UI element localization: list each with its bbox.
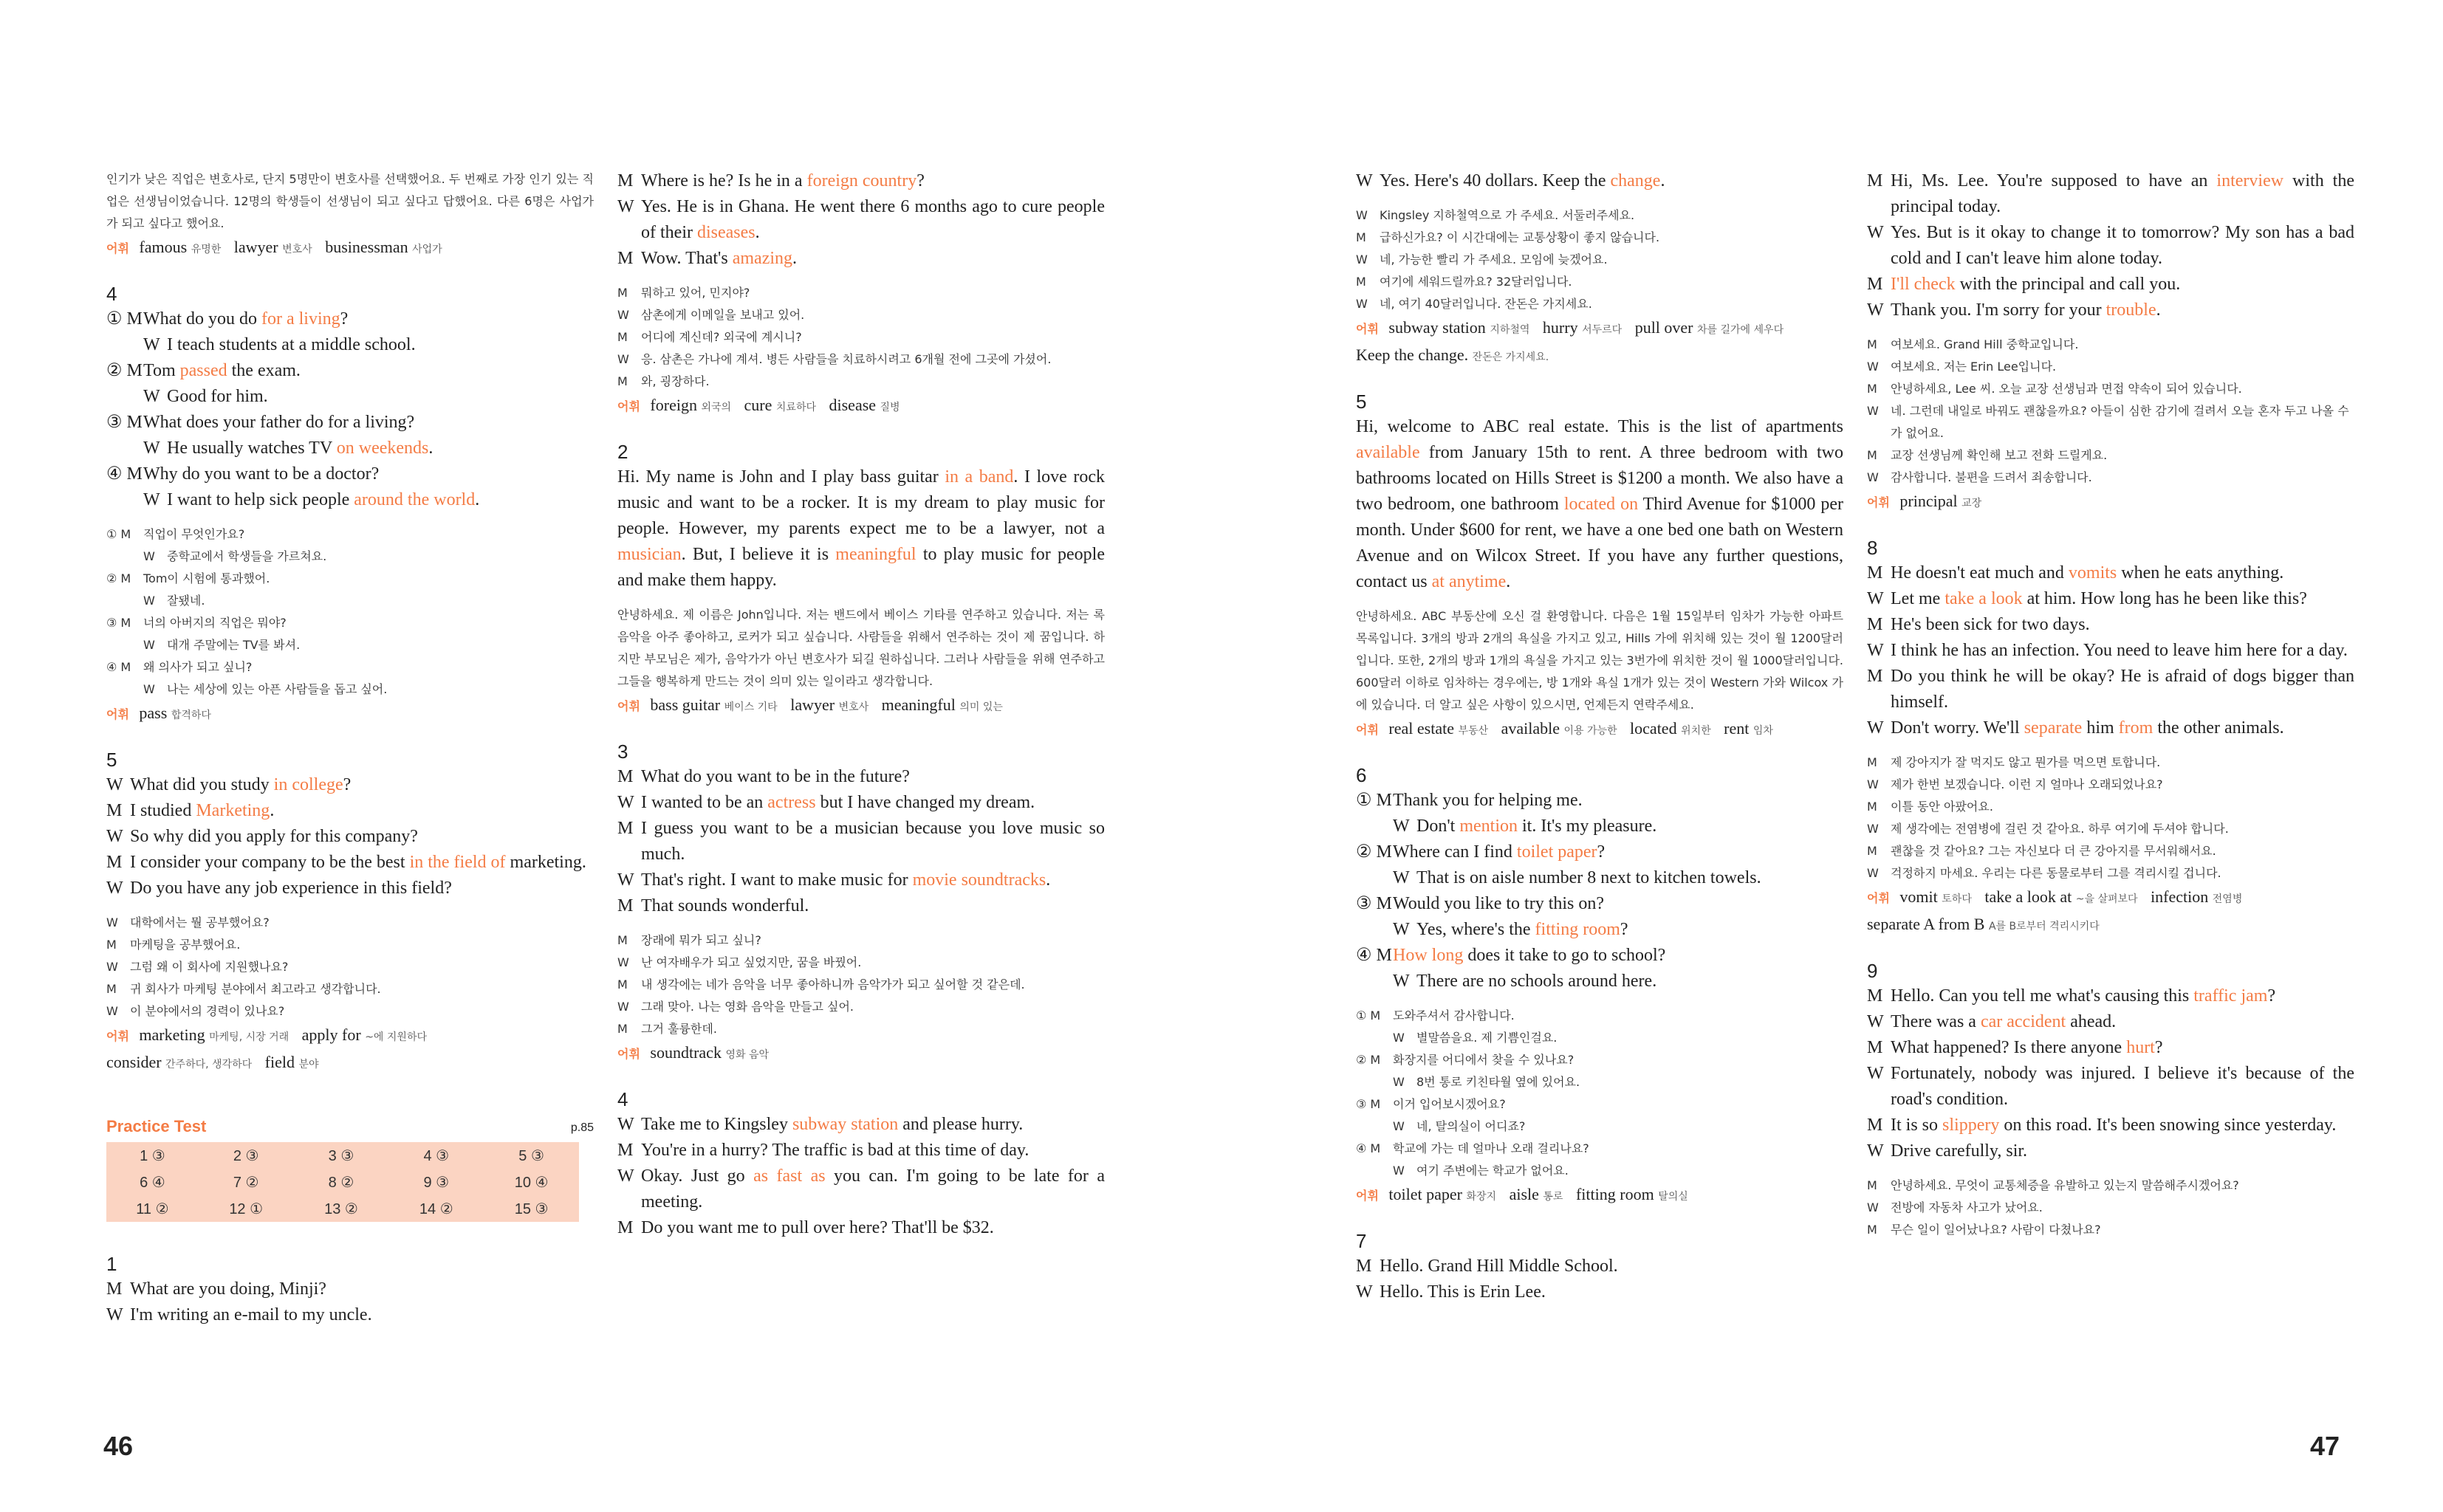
korean-dialogue: ① M 직업이 무엇인가요? W 중학교에서 학생들을 가르쳐요. ② M Tom이 시험에 통과했어. W 잘됐네. ③ M 너의 아버지의 직업은 뭐야? W 대개 주말에는 TV를 봐셔. ④ M 왜 의사가 되고 싶니? W 나는 세상에 있는 아픈 사람들을 돕고 싶어. — [106, 527, 388, 696]
vocabulary-line: 어휘 bass guitar 베이스 기타 lawyer 변호사 meaningful 의미 있는 — [617, 695, 1003, 714]
korean-dialogue: M 장래에 뭐가 되고 싶니? W 난 여자배우가 되고 싶었지만, 꿈을 바꿨어. M 내 생각에는 네가 음악을 너무 좋아하니까 음악가가 되고 싶어할 것 같은데. W 그래 맞아. 나는 영화 음악을 만들고 싶어. M 그거 훌륭한데. — [617, 933, 1025, 1036]
question-number: 5 — [106, 749, 117, 771]
vocabulary-line: 어휘 vomit 토하다 take a look at ~을 살펴보다 infection 전염병 — [1867, 887, 2243, 906]
vocabulary-line: 어휘 toilet paper 화장지 aisle 통로 fitting room 탈의실 — [1356, 1185, 1688, 1203]
question-number: 7 — [1356, 1230, 1367, 1252]
dialogue: M What do you want to be in the future? W I wanted to be an actress but I have changed my dream. M I guess you want to be a musician because you love music so much. W That's right. I want to make music for movie soundtracks. M That sounds wonderful. — [617, 767, 1105, 915]
question-number: 4 — [617, 1088, 628, 1110]
question-number: 3 — [617, 740, 628, 763]
korean-translation: 안녕하세요. 제 이름은 John입니다. 저는 밴드에서 베이스 기타를 연주하고 있습니다. 저는 록 음악을 아주 좋아하고, 로커가 되고 싶습니다. 사람들을 위해서 연주하는 것이 제 꿈입니다. 하지만 부모님은 제가, 음악가가 아닌 변호사가 되길 원하십니다. 그러나 사람들을 위해 연주하고 그들을 행복하게 만드는 것이 의미 있는 일이라고 생각합니다. — [617, 608, 1105, 688]
question-number: 5 — [1356, 391, 1367, 413]
dialogue: W Take me to Kingsley subway station and please hurry. M You're in a hurry? The traffic is bad at this time of day. W Okay. Just go as fast as you can. I'm going to be late for a meeting. M Do you want me to pull over here? That'll be $32. — [617, 1115, 1105, 1237]
dialogue: ① M What do you do for a living? W I teach students at a middle school. ② M Tom passed the exam. W Good for him. ③ M What does your father do for a living? W He usually watches TV on weekends. ④ M Why do you want to be a doctor? W I want to help sick people around the world. — [106, 309, 480, 509]
practice-test-title: Practice Test — [106, 1117, 207, 1135]
vocabulary-line: 어휘 famous 유명한 lawyer 변호사 businessman 사업가 — [106, 238, 442, 256]
vocabulary-line: 어휘 marketing 마케팅, 시장 거래 apply for ~에 지원하다 — [106, 1025, 427, 1044]
passage: Hi, welcome to ABC real estate. This is the list of apartments available from January 15th to rent. A three bedroom with two bathrooms located on Hills Street is $1200 a month. We also have a two bedroom, one bathroom located on Third Avenue for $1000 per month. Under $600 for rent, we have a one bed one bath on Western Avenue and on Wilcox Street. If you have any further questions, contact us at anytime. — [1356, 417, 1843, 591]
dialogue: W Yes. Here's 40 dollars. Keep the change. — [1356, 171, 1665, 190]
korean-translation: 인기가 낮은 직업은 변호사로, 단지 5명만이 변호사를 선택했어요. 두 번째로 가장 인기 있는 직업은 선생님이었습니다. 12명의 학생들이 선생님이 되고 싶다고 답했어요. 다른 6명은 사업가가 되고 싶다고 했어요. — [106, 172, 594, 230]
vocabulary-line: 어휘 real estate 부동산 available 이용 가능한 located 위치한 rent 임차 — [1356, 719, 1773, 738]
vocabulary-line: 어휘 subway station 지하철역 hurry 서두르다 pull over 차를 길가에 세우다 — [1356, 318, 1784, 337]
vocabulary-line: separate A from B A를 B로부터 격리시키다 — [1867, 915, 2100, 933]
dialogue: M Hi, Ms. Lee. You're supposed to have an interview with the principal today. W Yes. But is it okay to change it to tomorrow? My son has a bad cold and I can't leave him alone today. M I'll check with the principal and call you. W Thank you. I'm sorry for your trouble. — [1867, 171, 2355, 320]
vocabulary-line: Keep the change. 잔돈은 가지세요. — [1356, 346, 1549, 364]
korean-dialogue: M 여보세요. Grand Hill 중학교입니다. W 여보세요. 저는 Erin Lee입니다. M 안녕하세요, Lee 씨. 오늘 교장 선생님과 면접 약속이 되어 있습니다. W 네. 그런데 내일로 바꿔도 괜찮을까요? 아들이 심한 감기에 걸려서 오늘 혼자 두고 나올 수가 없어요. M 교장 선생님께 확인해 보고 전화 드릴게요. W 감사합니다. 불편을 드려서 죄송합니다. — [1867, 337, 2349, 484]
vocabulary-line: 어휘 soundtrack 영화 음악 — [617, 1043, 769, 1062]
column-2 — [617, 168, 1105, 1241]
practice-test — [106, 1117, 594, 1222]
question-number: 1 — [106, 1253, 117, 1275]
question-number: 6 — [1356, 764, 1367, 786]
column-3 — [1356, 168, 1843, 1305]
page-number-right: 47 — [2309, 1431, 2340, 1461]
page-number-left: 46 — [103, 1431, 134, 1461]
answer-row: 1 ③ 2 ③ 3 ③ 4 ③ 5 ③ — [140, 1147, 544, 1164]
question-number: 9 — [1867, 960, 1878, 982]
question-number: 4 — [106, 283, 117, 305]
dialogue: M He doesn't eat much and vomits when he eats anything. W Let me take a look at him. How long has he been like this? M He's been sick for two days. W I think he has an infection. You need to leave him here for a day. M Do you think he will be okay? He is afraid of dogs bigger than himself. W Don't worry. We'll separate him from the other animals. — [1867, 563, 2354, 738]
vocabulary-line: 어휘 principal 교장 — [1867, 492, 1982, 510]
answer-row: 11 ② 12 ① 13 ② 14 ② 15 ③ — [136, 1200, 549, 1217]
dialogue: M What are you doing, Minji? W I'm writing an e-mail to my uncle. — [106, 1279, 372, 1324]
dialogue: M Hello. Can you tell me what's causing this traffic jam? W There was a car accident ahead. M What happened? Is there anyone hurt? W Fortunately, nobody was injured. I believe it's because of the road's condition. M It is so slippery on this road. It's been snowing since yesterday. W Drive carefully, sir. — [1867, 986, 2354, 1161]
korean-dialogue: ① M 도와주셔서 감사합니다. W 별말씀을요. 제 기쁨인걸요. ② M 화장지를 어디에서 찾을 수 있나요? W 8번 통로 키친타월 옆에 있어요. ③ M 이거 입어보시겠어요? W 네, 탈의실이 어디죠? ④ M 학교에 가는 데 얼마나 오래 걸리나요? W 여기 주변에는 학교가 없어요. — [1356, 1008, 1589, 1178]
vocabulary-line: 어휘 foreign 외국의 cure 치료하다 disease 질병 — [617, 396, 900, 414]
column-4 — [1867, 168, 2354, 1241]
korean-dialogue: W Kingsley 지하철역으로 가 주세요. 서둘러주세요. M 급하신가요? 이 시간대에는 교통상황이 좋지 않습니다. W 네, 가능한 빨리 가 주세요. 모임에 늦겠어요. M 여기에 세워드릴까요? 32달러입니다. W 네, 여기 40달러입니다. 잔돈은 가지세요. — [1356, 208, 1660, 311]
dialogue: M Where is he? Is he in a foreign country? W Yes. He is in Ghana. He went there 6 months ago to cure people of their diseases. M Wow. That's amazing. — [617, 171, 1105, 268]
korean-translation: 안녕하세요. ABC 부동산에 오신 걸 환영합니다. 다음은 1월 15일부터 임차가 가능한 아파트 목록입니다. 3개의 방과 2개의 욕실을 가지고 있고, Hills 가에 위치해 있는 것이 월 1200달러입니다. 또한, 2개의 방과 1개의 욕실을 가지고 있는 3번가에 위치한 것이 월 1000달러입니다. 600달러 이하로 임차하는 경우에는, 방 1개와 욕실 1개가 있는 것이 Western 가와 Wilcox 가에 있습니다. 더 알고 싶은 사항이 있으시면, 언제든지 연락주세요. — [1356, 609, 1843, 712]
dialogue: ① M Thank you for helping me. W Don't mention it. It's my pleasure. ② M Where can I find toilet paper? W That is on aisle number 8 next to kitchen towels. ③ M Would you like to try this on? W Yes, where's the fitting room? ④ M How long does it take to go to school? W There are no schools around here. — [1356, 791, 1761, 991]
answer-table — [106, 1142, 579, 1222]
passage: Hi. My name is John and I play bass guitar in a band. I love rock music and want to be a rocker. It is my dream to play music for people. However, my parents expect me to be a lawyer, not a musician. But, I believe it is meaningful to play music for people and make them happy. — [617, 467, 1105, 590]
dialogue: M Hello. Grand Hill Middle School. W Hello. This is Erin Lee. — [1356, 1257, 1618, 1302]
question-number: 2 — [617, 441, 628, 463]
korean-dialogue: M 뭐하고 있어, 민지야? W 삼촌에게 이메일을 보내고 있어. M 어디에 계신데? 외국에 계시니? W 응. 삼촌은 가나에 계셔. 병든 사람들을 치료하시려고 6개월 전에 그곳에 가셨어. M 와, 굉장하다. — [617, 286, 1052, 388]
korean-dialogue: M 제 강아지가 잘 먹지도 않고 뭔가를 먹으면 토합니다. W 제가 한번 보겠습니다. 이런 지 얼마나 오래되었나요? M 이틀 동안 아팠어요. W 제 생각에는 전염병에 걸린 것 같아요. 하루 여기에 두셔야 합니다. M 괜찮을 것 같아요? 그는 자신보다 더 큰 강아지를 무서워해서요. W 걱정하지 마세요. 우리는 다른 동물로부터 그를 격리시킬 겁니다. — [1867, 755, 2229, 880]
practice-test-page: p.85 — [570, 1121, 594, 1134]
answer-row: 6 ④ 7 ② 8 ② 9 ③ 10 ④ — [140, 1174, 549, 1191]
korean-dialogue: M 안녕하세요. 무엇이 교통체증을 유발하고 있는지 말씀해주시겠어요? W 전방에 자동차 사고가 났어요. M 무슨 일이 일어났나요? 사람이 다쳤나요? — [1867, 1178, 2239, 1237]
column-1-content — [106, 168, 594, 1328]
question-number: 8 — [1867, 537, 1878, 559]
korean-dialogue: W 대학에서는 뭘 공부했어요? M 마케팅을 공부했어요. W 그럼 왜 이 회사에 지원했나요? M 귀 회사가 마케팅 분야에서 최고라고 생각합니다. W 이 분야에서의 경력이 있나요? — [106, 915, 381, 1018]
vocabulary-line: 어휘 pass 합격하다 — [106, 704, 211, 722]
dialogue: W What did you study in college? M I studied Marketing. W So why did you apply for this company? M I consider your company to be the best in the field of marketing. W Do you have any job experience in this field? — [106, 775, 586, 898]
vocabulary-line: consider 간주하다, 생각하다 field 분야 — [106, 1053, 319, 1071]
